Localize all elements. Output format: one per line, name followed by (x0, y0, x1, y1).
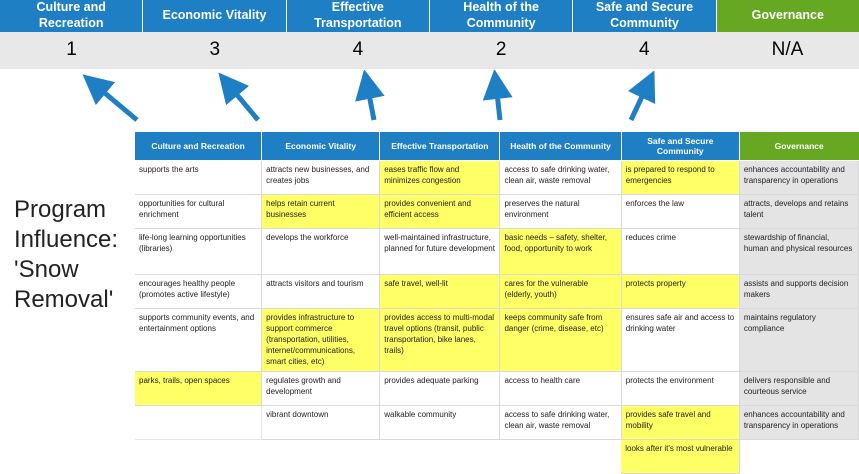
matrix-cell (135, 440, 262, 474)
matrix-cell: ensures safe air and access to drinking water (621, 309, 739, 372)
matrix-cell: walkable community (380, 406, 500, 440)
scorecard-header-governance: Governance (717, 0, 859, 32)
matrix-cell: reduces crime (621, 229, 739, 275)
matrix-header-safe-and-secure-community: Safe and Secure Community (621, 132, 739, 161)
influence-matrix-table (135, 132, 859, 474)
matrix-cell: helps retain current businesses (262, 195, 380, 229)
matrix-cell: preserves the natural environment (500, 195, 621, 229)
table-row (135, 372, 859, 406)
matrix-cell: assists and supports decision makers (739, 275, 858, 309)
table-row (135, 309, 859, 372)
score-governance: N/A (771, 38, 804, 60)
matrix-cell: supports community events, and entertainment options (135, 309, 262, 372)
matrix-cell: basic needs – safety, shelter, food, opportunity to work (500, 229, 621, 275)
matrix-cell: is prepared to respond to emergencies (621, 161, 739, 195)
scorecard-header-row (0, 0, 859, 32)
table-row (135, 161, 859, 195)
score-effective-transportation: 4 (352, 38, 364, 60)
matrix-header-culture-and-recreation: Culture and Recreation (135, 132, 262, 161)
matrix-cell: access to safe drinking water, clean air, waste removal (500, 161, 621, 195)
matrix-cell: eases traffic flow and minimizes congestion (380, 161, 500, 195)
matrix-cell: regulates growth and development (262, 372, 380, 406)
scorecard-score-row (0, 32, 859, 69)
matrix-cell: enhances accountability and transparency in operations (739, 161, 858, 195)
arrow-economic-vitality (228, 84, 258, 120)
matrix-header-effective-transportation: Effective Transportation (380, 132, 500, 161)
matrix-cell: stewardship of financial, human and physical resources (739, 229, 858, 275)
matrix-cell: attracts new businesses, and creates jobs (262, 161, 380, 195)
matrix-cell: supports the arts (135, 161, 262, 195)
matrix-cell (500, 440, 621, 474)
matrix-cell: safe travel, well-lit (380, 275, 500, 309)
matrix-header-economic-vitality: Economic Vitality (262, 132, 380, 161)
table-row (135, 440, 859, 474)
matrix-cell: protects the environment (621, 372, 739, 406)
arrow-safe-and-secure-community (631, 84, 648, 120)
scorecard-header-economic-vitality: Economic Vitality (143, 0, 286, 32)
influence-matrix (135, 132, 859, 474)
program-influence-label: Program Influence: 'Snow Removal' (14, 196, 119, 313)
matrix-cell: provides access to multi-modal travel options (transit, public transportation, bike lanes, trails) (380, 309, 500, 372)
matrix-cell: parks, trails, open spaces (135, 372, 262, 406)
matrix-cell: attracts, develops and retains talent (739, 195, 858, 229)
scorecard-header-safe-and-secure-community: Safe and Secure Community (573, 0, 716, 32)
score-culture-and-recreation: 1 (66, 38, 77, 60)
matrix-header-row (135, 132, 859, 161)
table-row (135, 275, 859, 309)
matrix-cell: opportunities for cultural enrichment (135, 195, 262, 229)
scorecard-header-effective-transportation: Effective Transportation (287, 0, 430, 32)
matrix-header-health-of-the-community: Health of the Community (500, 132, 621, 161)
matrix-cell: provides adequate parking (380, 372, 500, 406)
score-health-of-the-community: 2 (495, 38, 507, 60)
matrix-cell: delivers responsible and courteous service (739, 372, 858, 406)
matrix-cell: vibrant downtown (262, 406, 380, 440)
matrix-cell: enhances accountability and transparency in operations (739, 406, 858, 440)
matrix-cell: provides infrastructure to support commerce (transportation, utilities, internet/communications, smart cities, etc) (262, 309, 380, 372)
matrix-cell: provides safe travel and mobility (621, 406, 739, 440)
score-economic-vitality: 3 (209, 38, 221, 60)
arrow-effective-transportation (367, 84, 374, 120)
arrows-group (0, 70, 859, 138)
matrix-cell: access to safe drinking water, clean air, waste removal (500, 406, 621, 440)
arrow-health-of-the-community (496, 84, 500, 120)
score-safe-and-secure-community: 4 (638, 38, 650, 60)
matrix-cell: life-long learning opportunities (libraries) (135, 229, 262, 275)
scorecard-summary-bar (0, 0, 859, 69)
matrix-cell: access to health care (500, 372, 621, 406)
scorecard-header-health-of-the-community: Health of the Community (430, 0, 573, 32)
matrix-header-governance: Governance (739, 132, 858, 161)
table-row (135, 229, 859, 275)
matrix-cell: enforces the law (621, 195, 739, 229)
matrix-cell: provides convenient and efficient access (380, 195, 500, 229)
table-row (135, 406, 859, 440)
scorecard-header-culture-and-recreation: Culture and Recreation (0, 0, 143, 32)
matrix-cell (739, 440, 858, 474)
matrix-cell: encourages healthy people (promotes active lifestyle) (135, 275, 262, 309)
matrix-cell (380, 440, 500, 474)
matrix-cell: develops the workforce (262, 229, 380, 275)
matrix-cell (135, 406, 262, 440)
arrow-culture-and-recreation (94, 84, 137, 120)
table-row (135, 195, 859, 229)
matrix-cell (262, 440, 380, 474)
matrix-cell: protects property (621, 275, 739, 309)
matrix-cell: attracts visitors and tourism (262, 275, 380, 309)
matrix-cell: cares for the vulnerable (elderly, youth) (500, 275, 621, 309)
matrix-cell: well-maintained infrastructure, planned for future development (380, 229, 500, 275)
matrix-cell: keeps community safe from danger (crime, disease, etc) (500, 309, 621, 372)
matrix-cell: looks after it's most vulnerable (621, 440, 739, 474)
matrix-cell: maintains regulatory compliance (739, 309, 858, 372)
